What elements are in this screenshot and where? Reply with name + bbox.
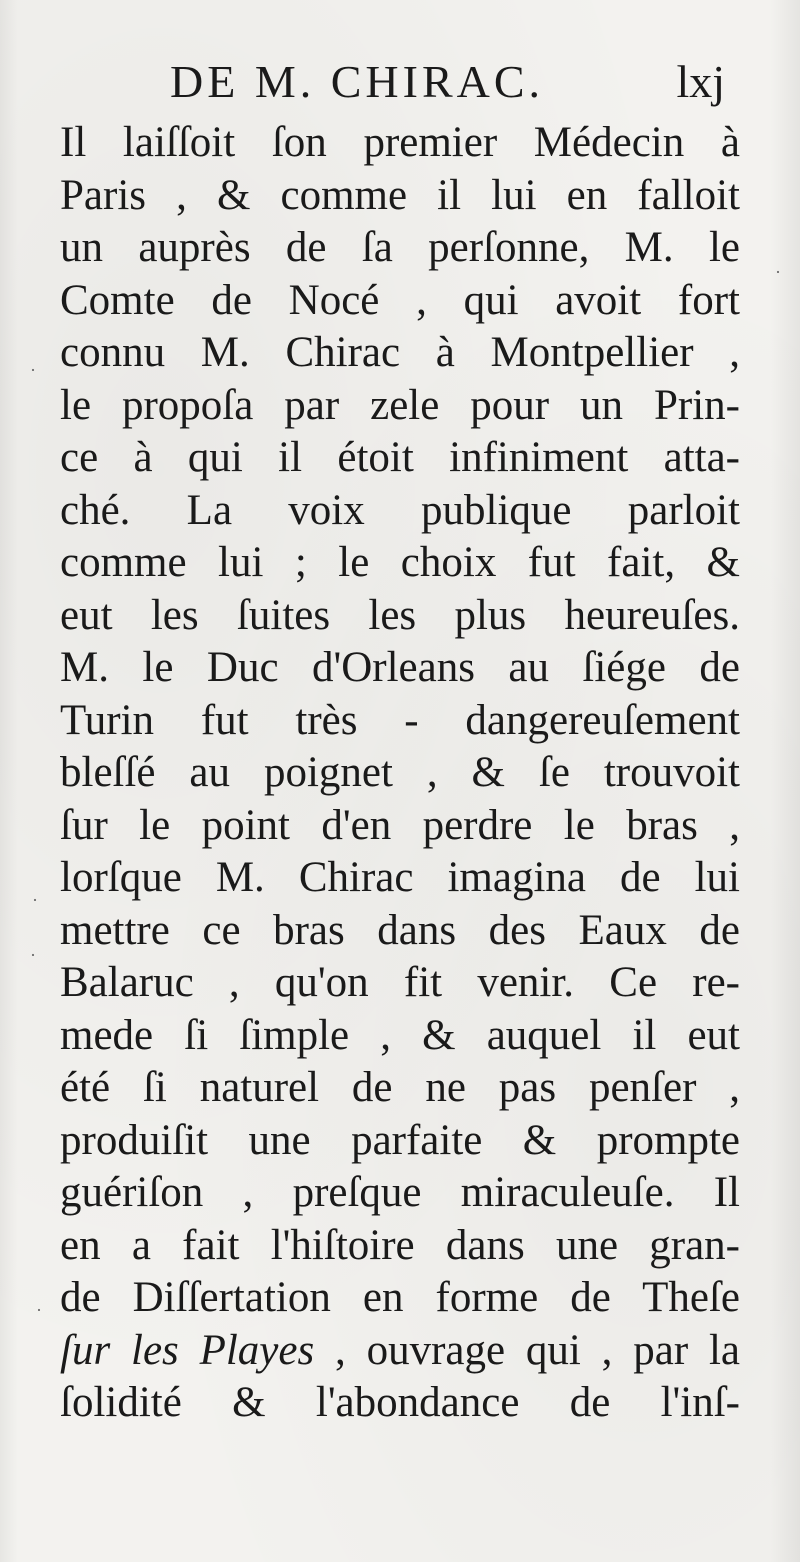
text-line: Balaruc , qu'on fit venir. Ce re- (60, 959, 740, 1006)
italic-title: ſur les Playes (60, 1326, 315, 1374)
text-line: Paris , & comme il lui en falloit (60, 171, 740, 219)
page-header (170, 52, 725, 112)
text-line-last: ſolidité & l'abondance de l'inſ- (60, 1379, 740, 1426)
text-line: comme lui ; le choix fut fait, & (60, 539, 740, 586)
text-line: ſur le point d'en perdre le bras , (60, 801, 740, 849)
text-line: ché. La voix publique parloit (60, 486, 740, 534)
text-line: en a fait l'hiſtoire dans une gran- (60, 1221, 740, 1269)
text-line: produiſit une parfaite & prompte (60, 1116, 740, 1164)
text-line: Comte de Nocé , qui avoit fort (60, 276, 740, 324)
text-line: guériſon , preſque miraculeuſe. Il (60, 1169, 740, 1216)
text-line: connu M. Chirac à Montpellier , (60, 329, 740, 376)
text-line: lorſque M. Chirac imagina de lui (60, 854, 740, 901)
running-head: DE M. CHIRAC. (170, 56, 545, 107)
text-line-italic (60, 1325, 740, 1378)
text-line: un auprès de ſa perſonne, M. le (60, 224, 740, 271)
text-line: eut les ſuites les plus heureuſes. (60, 591, 740, 639)
page-number: lxj (676, 56, 725, 107)
text-line: M. le Duc d'Orleans au ſiége de (60, 644, 740, 691)
text-line: mede ſi ſimple , & auquel il eut (60, 1011, 740, 1059)
margin-speck: · (36, 1300, 42, 1320)
text-line: Il laiſſoit ſon premier Médecin à (60, 119, 740, 166)
text-line: été ſi naturel de ne pas penſer , (60, 1064, 740, 1111)
margin-speck: · (30, 945, 36, 965)
text-line: de Diſſertation en forme de Theſe (60, 1274, 740, 1321)
margin-speck: · (32, 890, 38, 910)
margin-speck: · (30, 360, 36, 380)
text-line: bleſſé au poignet , & ſe trouvoit (60, 749, 740, 796)
text-line: le propoſa par zele pour un Prin- (60, 381, 740, 429)
text-line: ce à qui il étoit infiniment atta- (60, 434, 740, 481)
body-text (60, 117, 740, 1430)
margin-speck: · (775, 262, 781, 282)
text-line: Turin fut très - dangereuſement (60, 696, 740, 744)
italic-line-rest: , ouvrage qui , par la (335, 1326, 740, 1374)
text-line: mettre ce bras dans des Eaux de (60, 906, 740, 954)
